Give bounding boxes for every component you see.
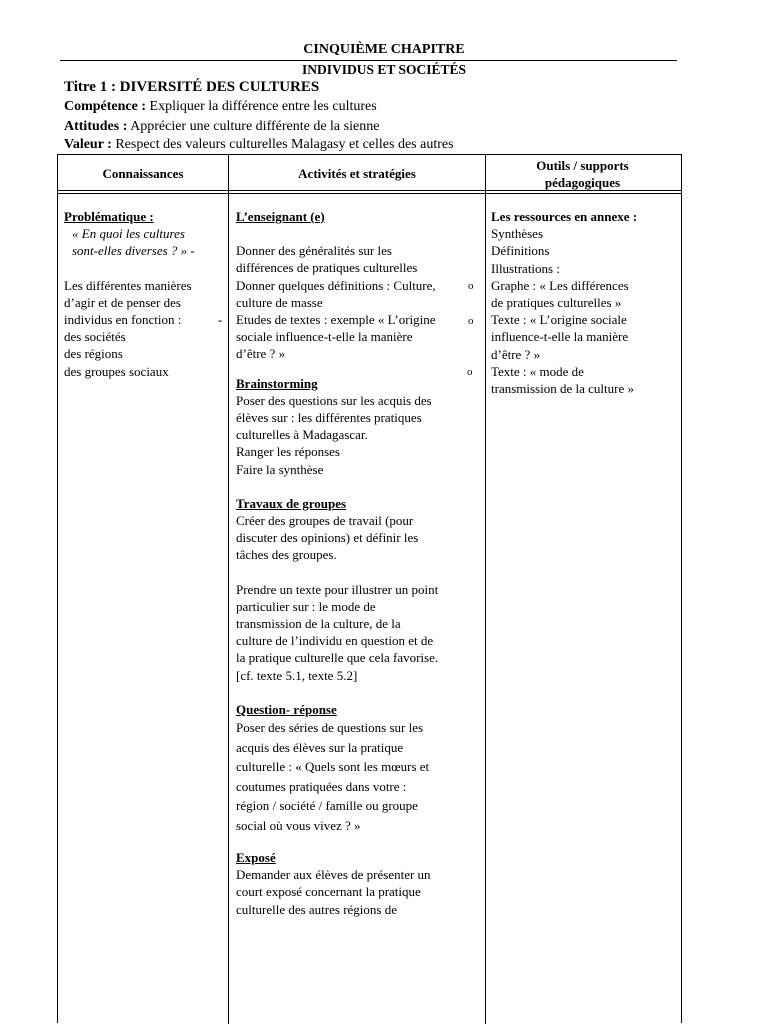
connaissances-cell bbox=[64, 208, 227, 380]
valeur-label: Valeur : bbox=[64, 137, 112, 152]
activity-heading: L’enseignant (e) bbox=[236, 209, 325, 224]
activity-line: Demander aux élèves de présenter un bbox=[236, 867, 431, 883]
column-header-connaissances: Connaissances bbox=[102, 166, 184, 181]
bullet-marker: o bbox=[468, 315, 474, 327]
activity-line: différences de pratiques culturelles bbox=[236, 260, 418, 276]
column-header-outils: Outils / supports pédagogiques bbox=[536, 158, 629, 190]
activity-line: Faire la synthèse bbox=[236, 461, 324, 477]
activity-line: sociale influence-t-elle la manière bbox=[236, 329, 413, 345]
activity-line: la pratique culturelle que cela favorise. bbox=[236, 650, 439, 666]
activites-cell bbox=[236, 208, 482, 918]
bullet-marker: o bbox=[467, 366, 473, 378]
activity-line: région / société / famille ou groupe bbox=[236, 798, 418, 814]
resource-line: de pratiques culturelles » bbox=[491, 295, 622, 311]
section-title: Titre 1 : DIVERSITÉ DES CULTURES bbox=[64, 79, 320, 95]
activity-line: court exposé concernant la pratique bbox=[236, 884, 421, 900]
valeur-text: Respect des valeurs culturelles Malagasy et celles des autres bbox=[115, 137, 454, 152]
intro-line bbox=[64, 311, 227, 328]
activity-line: culture de l’individu en question et de bbox=[236, 633, 434, 649]
activity-line: discuter des opinions) et définir les bbox=[236, 530, 419, 546]
activity-line: Poser des séries de questions sur les bbox=[236, 720, 424, 736]
resource-line: d’être ? » bbox=[491, 346, 541, 362]
competence-text: Expliquer la différence entre les cultures bbox=[149, 99, 377, 114]
activity-line: culturelle des autres régions de bbox=[236, 901, 397, 917]
resource-line: Texte : « L’origine sociale bbox=[491, 312, 627, 328]
activity-line: Ranger les réponses bbox=[236, 444, 340, 460]
problematique-question-line: sont-elles diverses ? » - bbox=[72, 243, 195, 259]
activity-heading: Travaux de groupes bbox=[236, 495, 347, 511]
resource-line: transmission de la culture » bbox=[491, 381, 634, 397]
activity-line: Donner quelques définitions : Culture, bbox=[236, 277, 436, 293]
attitudes-text: Apprécier une culture différente de la sienne bbox=[130, 119, 380, 134]
column-divider-1 bbox=[228, 154, 229, 1024]
activity-line: [cf. texte 5.1, texte 5.2] bbox=[236, 667, 358, 683]
column-divider-2 bbox=[485, 154, 486, 1024]
resource-line: Illustrations : bbox=[491, 260, 560, 276]
knowledge-item: des régions bbox=[64, 346, 123, 362]
competence-label: Compétence : bbox=[64, 99, 147, 114]
outils-cell bbox=[491, 208, 679, 397]
resource-line: Synthèses bbox=[491, 226, 543, 242]
knowledge-item: des groupes sociaux bbox=[64, 363, 169, 379]
attitudes-line bbox=[64, 118, 379, 136]
activity-line: Créer des groupes de travail (pour bbox=[236, 513, 414, 529]
activity-line: acquis des élèves sur la pratique bbox=[236, 739, 404, 755]
intro-line: Les différentes manières bbox=[64, 277, 192, 293]
intro-line: d’agir et de penser des bbox=[64, 294, 181, 310]
competence-line bbox=[64, 98, 377, 116]
activity-line: transmission de la culture, de la bbox=[236, 616, 401, 632]
activity-line: élèves sur : les différentes pratiques bbox=[236, 410, 422, 426]
activity-line: social où vous vivez ? » bbox=[236, 817, 361, 833]
resource-line: Graphe : « Les différences bbox=[491, 277, 629, 293]
activity-line: Etudes de textes : exemple « L’origine bbox=[236, 312, 436, 328]
chapter-heading: CINQUIÈME CHAPITRE bbox=[303, 42, 465, 57]
activity-line: Prendre un texte pour illustrer un point bbox=[236, 581, 439, 597]
activity-heading: Brainstorming bbox=[236, 375, 318, 391]
header-row-divider-double bbox=[57, 193, 681, 194]
knowledge-item: des sociétés bbox=[64, 329, 126, 345]
activity-line: particulier sur : le mode de bbox=[236, 598, 376, 614]
chapter-subtitle: INDIVIDUS ET SOCIÉTÉS bbox=[301, 62, 467, 77]
resource-line: influence-t-elle la manière bbox=[491, 329, 629, 345]
activity-heading: Question- réponse bbox=[236, 701, 337, 717]
activity-line: coutumes pratiquées dans votre : bbox=[236, 778, 407, 794]
bullet-marker: o bbox=[468, 280, 474, 292]
activity-line: culturelle : « Quels sont les mœurs et bbox=[236, 759, 430, 775]
valeur-line bbox=[64, 136, 454, 154]
activity-heading: Exposé bbox=[236, 850, 276, 866]
bullet-dash: - bbox=[218, 312, 223, 328]
problematique-heading: Problématique : bbox=[64, 209, 154, 224]
resource-line: Définitions bbox=[491, 243, 550, 259]
resources-heading: Les ressources en annexe : bbox=[491, 209, 638, 224]
activity-line: d’être ? » bbox=[236, 346, 286, 362]
column-header-activites: Activités et stratégies bbox=[298, 166, 416, 181]
activity-line: tâches des groupes. bbox=[236, 547, 337, 563]
resource-line: Texte : « mode de bbox=[491, 363, 584, 379]
activity-line: culturelles à Madagascar. bbox=[236, 427, 368, 443]
problematique-question-line: « En quoi les cultures bbox=[72, 226, 185, 242]
intro-line-text: individus en fonction : bbox=[64, 312, 182, 328]
attitudes-label: Attitudes : bbox=[64, 119, 128, 134]
activity-line: Poser des questions sur les acquis des bbox=[236, 392, 432, 408]
header-rule bbox=[60, 60, 677, 61]
activity-line: culture de masse bbox=[236, 294, 323, 310]
activity-line: Donner des généralités sur les bbox=[236, 243, 392, 259]
